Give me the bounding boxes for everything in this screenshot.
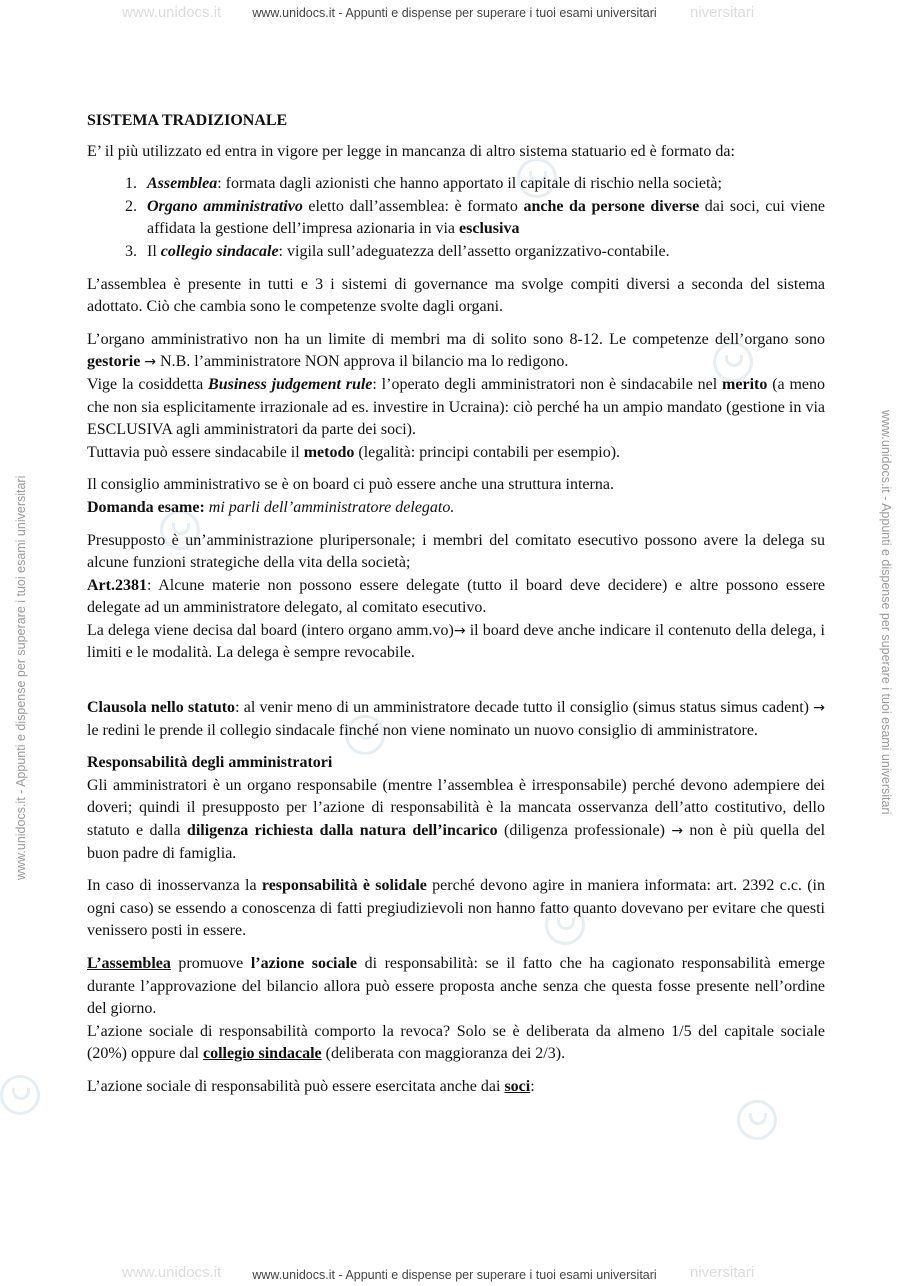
paragraph-text: perché devono agire in maniera informata: art. 2392 c.c. (in ogni caso) se essendo a conoscenza di fatti pregiudizievoli non hanno fatto quanto dovevano per evitare che questi venissero posti in essere. xyxy=(87,877,825,940)
list-item-lead: Organo amministrativo xyxy=(147,197,303,215)
bold-term: merito xyxy=(722,375,768,393)
organs-list xyxy=(87,173,825,263)
bold-underlined-term: soci xyxy=(504,1077,531,1095)
paragraph-text: promuove xyxy=(170,955,251,972)
arrow-icon: → xyxy=(813,700,825,717)
list-item-text: : vigila sull’adeguatezza dell’assetto organizzativo-contabile. xyxy=(278,242,670,260)
bold-term: gestorie xyxy=(87,353,141,371)
watermark-bottom: www.unidocs.it - Appunti e dispense per superare i tuoi esami universitari xyxy=(252,1268,657,1282)
paragraph-text: : l’operato degli amministratori non è sindacabile nel xyxy=(372,375,723,393)
inosservanza-paragraph xyxy=(87,875,825,943)
spacer xyxy=(87,675,825,697)
paragraph-text: Tuttavia può essere sindacabile il xyxy=(87,443,304,461)
bold-term: diligenza richiesta dalla natura dell’incarico xyxy=(186,822,498,840)
paragraph-text: Vige la cosiddetta xyxy=(87,375,209,393)
arrow-icon: → xyxy=(453,622,466,639)
paragraph-text: Gli amministratori è un organo responsabile (mentre l’assemblea è irresponsabile) perché devono adempiere dei doveri; quindi il presupposto per l’azione di responsabilità è la mancata osservanza dell’atto costitutivo, dello statuto e dalla xyxy=(87,776,825,840)
watermark-ghost-top-right: niversitari xyxy=(690,4,755,21)
paragraph-text: (a meno che non sia esplicitamente irrazionale ad es. investire in Ucraina): ciò perché ha un ampio mandato (gestione in via ESCLUSIVA agli amministratori da parte dei soci). xyxy=(87,375,825,439)
exam-question-label: Domanda esame: xyxy=(87,498,205,516)
watermark-left: www.unidocs.it - Appunti e dispense per superare i tuoi esami universitari xyxy=(14,475,28,880)
list-item xyxy=(141,241,825,264)
document-body xyxy=(87,110,825,1109)
list-item-bold: anche da persone diverse xyxy=(523,197,700,215)
paragraph-text: Presupposto è un’amministrazione pluripersonale; i membri del comitato esecutivo possono avere la delega su alcune funzioni strategiche della vita della società; xyxy=(87,531,825,572)
bold-italic-term: Business judgement rule xyxy=(208,375,373,393)
soci-paragraph xyxy=(87,1076,825,1099)
watermark-ghost-bottom-right: niversitari xyxy=(690,1264,755,1281)
watermark-logo-icon xyxy=(0,1075,40,1115)
list-item-lead: collegio sindacale xyxy=(160,242,279,260)
assemblea-paragraph: L’assemblea è presente in tutti e 3 i sistemi di governance ma svolge compiti diversi a seconda del sistema adottato. Ciò che cambia sono le competenze svolte dagli organi. xyxy=(87,275,825,316)
paragraph-text: : Alcune materie non possono essere delegate (tutto il board deve decidere) e altre possono essere delegate ad un amministratore delegato, al comitato esecutivo. xyxy=(87,576,825,617)
list-item-text: Il xyxy=(147,242,161,260)
list-item-lead: Assemblea xyxy=(147,175,218,193)
bold-term: metodo xyxy=(303,443,355,461)
list-item-text: eletto dall’assemblea: è formato xyxy=(302,197,524,215)
list-item-bold: esclusiva xyxy=(459,220,520,238)
bold-underlined-term: L’assemblea xyxy=(87,955,171,972)
paragraph-text: (deliberata con maggioranza dei 2/3). xyxy=(321,1045,566,1063)
list-item xyxy=(141,196,825,241)
paragraph-text: non è più quella del buon padre di famiglia. xyxy=(87,822,826,862)
section-title: SISTEMA TRADIZIONALE xyxy=(87,112,288,129)
paragraph-text: di responsabilità: se il fatto che ha cagionato responsabilità emerge durante l’approvazione del bilancio allora può essere proposta anche senza che questa fosse presente nell’ordine del giorno. xyxy=(87,955,826,1018)
paragraph-text: N.B. l’amministratore NON approva il bilancio ma lo redigono. xyxy=(156,353,569,371)
paragraph-text: In caso di inosservanza la xyxy=(87,877,262,895)
presupposto-paragraph xyxy=(87,530,825,666)
paragraph-text: il board deve anche indicare il contenuto della delega, i limiti e le modalità. La delega è sempre revocabile. xyxy=(87,621,826,662)
subsection-title: Responsabilità degli amministratori xyxy=(87,754,333,772)
bold-underlined-term: collegio sindacale xyxy=(202,1045,322,1063)
list-item xyxy=(141,173,825,196)
responsabilita-paragraph xyxy=(87,752,825,865)
watermark-top: www.unidocs.it - Appunti e dispense per superare i tuoi esami universitari xyxy=(252,6,657,20)
list-item-text: : formata dagli azionisti che hanno apportato il capitale di rischio nella società; xyxy=(217,175,722,193)
paragraph-text: La delega viene decisa dal board (intero organo amm.vo) xyxy=(87,621,454,639)
intro-paragraph: E’ il più utilizzato ed entra in vigore per legge in mancanza di altro sistema statuario ed è formato da: xyxy=(87,142,735,160)
watermark-ghost-top-left: www.unidocs.it xyxy=(122,4,222,21)
list-item-text: dai soci, cui viene affidata la gestione dell’impresa azionaria in via xyxy=(147,197,825,238)
paragraph-text: : xyxy=(530,1077,535,1095)
bold-term: Clausola nello statuto xyxy=(87,699,236,717)
bold-term: l’azione sociale xyxy=(250,955,358,972)
azione-sociale-paragraph xyxy=(87,953,825,1066)
arrow-icon: → xyxy=(144,354,157,371)
exam-question-text: mi parli dell’amministratore delegato. xyxy=(204,498,455,516)
paragraph-text: (legalità: principi contabili per esempio). xyxy=(354,443,621,461)
bold-term: responsabilità è solidale xyxy=(261,877,427,895)
paragraph-text: le redini le prende il collegio sindacale finché non viene nominato un nuovo consiglio di amministratore. xyxy=(87,721,758,739)
clausola-paragraph xyxy=(87,697,825,742)
paragraph-text: (diligenza professionale) xyxy=(497,822,672,840)
arrow-icon: → xyxy=(671,823,684,840)
paragraph-text: L’azione sociale di responsabilità può essere esercitata anche dai xyxy=(87,1077,505,1095)
bold-term: Art.2381 xyxy=(87,576,147,594)
organo-paragraph xyxy=(87,329,825,465)
paragraph-text: : al venir meno di un amministratore decade tutto il consiglio (simus status simus cadent) xyxy=(235,699,814,717)
watermark-right: www.unidocs.it - Appunti e dispense per superare i tuoi esami universitari xyxy=(879,410,893,815)
paragraph-text: L’organo amministrativo non ha un limite di membri ma di solito sono 8-12. Le competenze dell’organo sono xyxy=(87,330,825,348)
paragraph-text: Il consiglio amministrativo se è on board ci può essere anche una struttura interna. xyxy=(87,476,614,494)
consiglio-paragraph xyxy=(87,474,825,519)
watermark-ghost-bottom-left: www.unidocs.it xyxy=(122,1264,222,1281)
paragraph-text: L’azione sociale di responsabilità comporto la revoca? Solo se è deliberata da almeno 1/5 del capitale sociale (20%) oppure dal xyxy=(87,1022,825,1063)
